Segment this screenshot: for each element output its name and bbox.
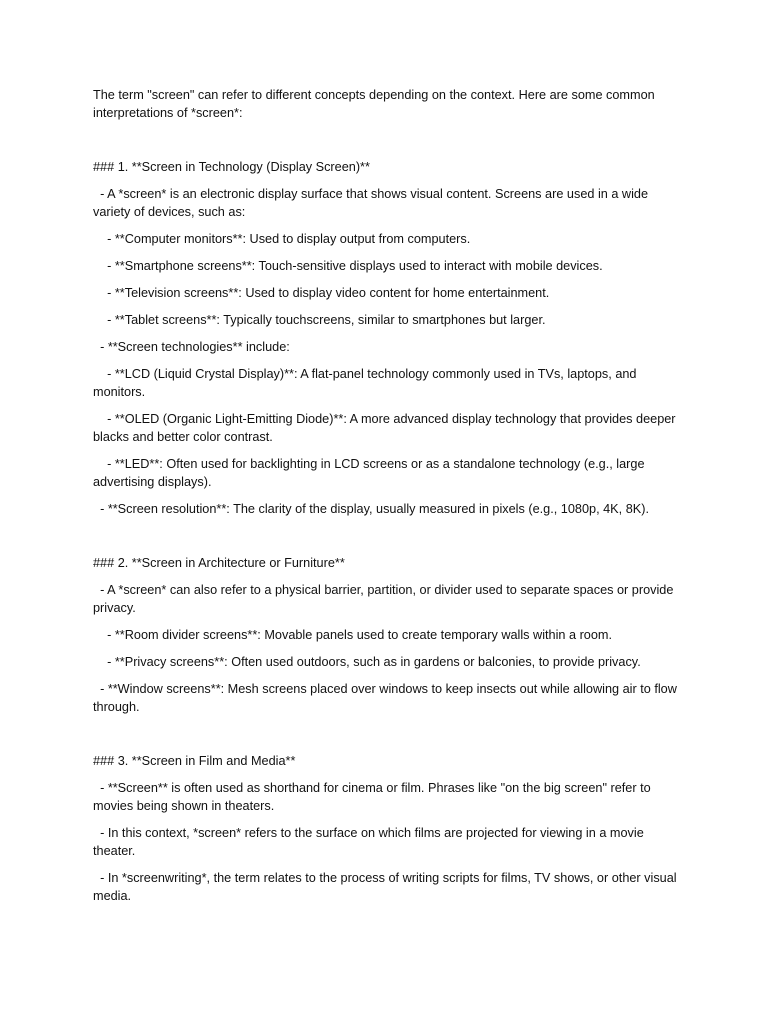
section-1-line-5: - **Tablet screens**: Typically touchscreens, similar to smartphones but larger.	[93, 313, 546, 327]
section-1-heading: ### 1. **Screen in Technology (Display Screen)**	[93, 160, 370, 174]
section-2-line-1: - A *screen* can also refer to a physical barrier, partition, or divider used to separate spaces or provide privacy.	[93, 583, 677, 615]
section-3-line-2: - In this context, *screen* refers to the surface on which films are projected for viewing in a movie theater.	[93, 826, 648, 858]
section-2-line-4: - **Window screens**: Mesh screens placed over windows to keep insects out while allowing air to flow through.	[93, 682, 681, 714]
section-1-line-7: - **LCD (Liquid Crystal Display)**: A flat-panel technology commonly used in TVs, laptops, and monitors.	[93, 367, 641, 399]
document-content	[93, 86, 683, 914]
section-1-line-6: - **Screen technologies** include:	[93, 340, 290, 354]
section-2-line-2: - **Room divider screens**: Movable panels used to create temporary walls within a room.	[93, 628, 613, 642]
section-1-line-3: - **Smartphone screens**: Touch-sensitive displays used to interact with mobile devices.	[93, 259, 603, 273]
section-1-line-4: - **Television screens**: Used to display video content for home entertainment.	[93, 286, 550, 300]
intro-paragraph: The term "screen" can refer to different concepts depending on the context. Here are some common interpretations of *screen*:	[93, 88, 659, 120]
section-1-line-8: - **OLED (Organic Light-Emitting Diode)**: A more advanced display technology that provides deeper blacks and better color contrast.	[93, 412, 680, 444]
section-3-line-3: - In *screenwriting*, the term relates to the process of writing scripts for films, TV shows, or other visual media.	[93, 871, 681, 903]
section-3-heading: ### 3. **Screen in Film and Media**	[93, 754, 296, 768]
section-2-line-3: - **Privacy screens**: Often used outdoors, such as in gardens or balconies, to provide privacy.	[93, 655, 641, 669]
section-1-line-1: - A *screen* is an electronic display surface that shows visual content. Screens are used in a wide variety of devices, such as:	[93, 187, 652, 219]
section-2-heading: ### 2. **Screen in Architecture or Furniture**	[93, 556, 345, 570]
section-1-line-2: - **Computer monitors**: Used to display output from computers.	[93, 232, 471, 246]
section-3-line-1: - **Screen** is often used as shorthand for cinema or film. Phrases like "on the big screen" refer to movies being shown in theaters.	[93, 781, 655, 813]
section-1-line-9: - **LED**: Often used for backlighting in LCD screens or as a standalone technology (e.g., large advertising displays).	[93, 457, 649, 489]
section-1-line-10: - **Screen resolution**: The clarity of the display, usually measured in pixels (e.g., 1080p, 4K, 8K).	[93, 502, 649, 516]
